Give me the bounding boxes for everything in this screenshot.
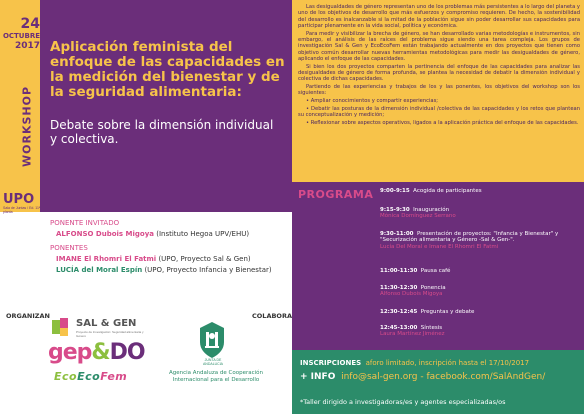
ecoecofem-logo-part: Eco	[54, 370, 78, 383]
programa-time: 9:00-9:15	[380, 188, 410, 194]
gepdo-logo-part: DO	[109, 340, 145, 365]
agencia-name: Agencia Andaluza de Cooperación Internacional para el Desarrollo	[168, 370, 264, 383]
speakers-label: PONENTES	[50, 244, 88, 252]
intro-paragraph: Si bien los dos proyectos comparten la pertinencia del enfoque de las capacidades para analizar las desigualdades de género de forma profunda, se plantea la necesidad de debatir la dimensión individual y colectiva de dichas capacidades.	[298, 63, 580, 83]
intro-bullet: • Reflexionar sobre aspectos operativos, ligados a la aplicación práctica del enfoque de las capacidades.	[306, 120, 579, 127]
invited-speaker-label: PONENTE INVITADO	[50, 219, 120, 227]
speaker-affiliation: (UPO, Proyecto Infancia y Bienestar)	[144, 266, 272, 274]
intro-bullet: • Ampliar conocimientos y compartir experiencias;	[306, 98, 439, 105]
taller-note: *Taller dirigido a investigadoras/es y agentes especializadas/os	[300, 398, 506, 406]
programa-time: 9:30-11:00	[380, 231, 414, 237]
venue-name: UPO	[3, 192, 35, 207]
venue-detail: Sala de Juntas / Ed. 11ª planta	[3, 206, 41, 214]
programa-time: 12:30-12:45	[380, 309, 418, 315]
salgen-logo-icon	[52, 318, 72, 336]
colabora-label: COLABORA	[252, 312, 292, 320]
programa-text: Síntesis	[420, 325, 443, 331]
gepdo-logo-part: &	[91, 340, 110, 365]
organizan-label: ORGANIZAN	[6, 312, 50, 320]
date-day: 24	[20, 16, 40, 32]
programa-time: 9:15-9:30	[380, 207, 410, 213]
programa-item	[380, 207, 580, 220]
gepdo-logo	[48, 340, 145, 365]
ecoecofem-logo	[54, 370, 127, 383]
programa-item	[380, 231, 580, 250]
more-info	[300, 372, 545, 382]
inscripciones-text: aforo limitado, inscripción hasta el 17/10/2017	[365, 359, 530, 367]
junta-name: JUNTA DE ANDALUCIA	[202, 358, 224, 366]
invited-speaker-name: ALFONSO Dubois Migoya	[56, 230, 154, 238]
programa-text: Pausa café	[420, 268, 451, 274]
title-panel	[40, 0, 292, 212]
junta-andalucia-emblem-icon	[196, 320, 228, 360]
page-title: Aplicación feminista del enfoque de las capacidades en la medición del bienestar y de la seguridad alimentaria:	[50, 39, 285, 100]
intro-paragraph: Para medir y visibilizar la brecha de género, se han desarrollado varias metodologías e instrumentos, sin embargo, el análisis de las raíces del problema sigue siendo una tarea compleja. Los grupos de investigación Sal & Gen y EcoEcoFem están trabajando actualmente en dos proyectos que tienen como objetivo común desarrollar nuevas herramientas metodológicas para medir las desigualdades de género, aplicando el enfoque de las capacidades.	[298, 30, 580, 62]
ecoecofem-logo-part: Fem	[100, 370, 128, 383]
info-link[interactable]: info@sal-gen.org - facebook.com/SalAndGen/	[341, 372, 546, 382]
programa-speaker: Alfonso Dubois Migoya	[380, 291, 443, 298]
programa-text: Inauguración	[413, 207, 450, 213]
programa-title: PROGRAMA	[298, 188, 374, 201]
gepdo-logo-part: gep	[48, 340, 92, 365]
intro-bullet: • Debatir las posturas de la dimensión individual /colectiva de las capacidades y los retos que plantean su conceptualización y medición;	[298, 105, 580, 119]
intro-text	[298, 4, 580, 128]
invited-speaker-affiliation: (Instituto Hegoa UPV/EHU)	[156, 230, 250, 238]
programa-time: 12:45-13:00	[380, 325, 418, 331]
programa-text: Ponencia	[420, 285, 446, 291]
programa-time: 11:00-11:30	[380, 268, 418, 274]
salgen-name: SAL & GEN	[76, 318, 137, 329]
programa-text: Preguntas y debate	[420, 309, 475, 315]
invited-speaker	[56, 230, 249, 238]
programa-item	[380, 285, 580, 298]
programa-text: Presentación de proyectos: "Infancia y Bienestar" y "Securización alimentaria y Género -Sal & Gen-".	[380, 231, 559, 244]
salgen-subtitle: Proyecto de Investigación: Seguridad alimentaria y Género	[76, 330, 144, 338]
speaker-name: IMANE El Rhomri El Fatmi	[56, 255, 157, 263]
speaker-item	[56, 255, 251, 263]
ecoecofem-logo-part: Eco	[77, 370, 101, 383]
programa-time: 11:30-12:30	[380, 285, 418, 291]
programa-speaker: Lucía Del Moral e Imane El Rhomri El Fatmi	[380, 243, 499, 250]
intro-paragraph: Partiendo de las experiencias y trabajos de los y las ponentes, los objetivos del workshop son los siguientes:	[298, 84, 580, 97]
programa-item	[380, 309, 580, 315]
speaker-name: LUCÍA del Moral Espín	[56, 266, 143, 274]
programa-item	[380, 188, 580, 194]
date-month: OCTUBRE	[2, 32, 40, 40]
programa-item	[380, 325, 580, 338]
inscripciones	[300, 359, 529, 367]
programa-text: Acogida de participantes	[413, 188, 482, 194]
speaker-item	[56, 266, 272, 274]
page-subtitle: Debate sobre la dimensión individual y colectiva.	[50, 118, 274, 146]
date-year: 2017	[14, 41, 40, 51]
programa-item	[380, 268, 580, 274]
programa-speaker: Mónica Domínguez Serrano	[380, 213, 456, 220]
inscripciones-label: INSCRIPCIONES	[300, 359, 362, 367]
speaker-affiliation: (UPO, Proyecto Sal & Gen)	[158, 255, 251, 263]
info-label: + INFO	[300, 372, 336, 382]
programa-speaker: Laura Martínez Jiménez	[380, 331, 445, 338]
workshop-label: WORKSHOP	[20, 85, 34, 168]
intro-paragraph: Las desigualdades de género representan uno de los problemas más persistentes a lo largo del planeta y uno de los objetivos de desarrollo que más esfuerzos y compromiso requieren. De hecho, la sostenibilidad del desarrollo es inalcanzable si la mitad de la población sigue sin poder desarrollar sus capacidades para participar plenamente en la vida social, política y económica.	[298, 4, 580, 29]
